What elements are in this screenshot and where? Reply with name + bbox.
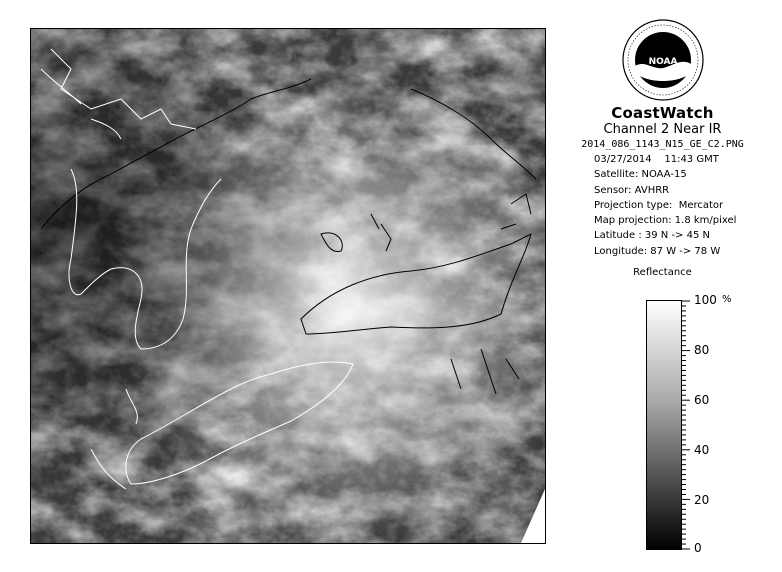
meta-satellite: Satellite: NOAA-15 <box>594 169 687 181</box>
tick-label-40: 40 <box>694 443 710 457</box>
noaa-logo <box>621 18 705 102</box>
meta-datetime: 03/27/2014 11:43 GMT <box>594 154 719 165</box>
tick-label-100: 100 <box>694 293 717 307</box>
satellite-image-svg <box>31 29 545 543</box>
tick-label-20: 20 <box>694 493 710 507</box>
dark-region <box>31 29 545 543</box>
channel-subtitle: Channel 2 Near IR <box>603 122 722 137</box>
image-metadata <box>594 152 765 259</box>
legend-unit: % <box>722 294 732 305</box>
noaa-logo-text: NOAA <box>648 57 677 67</box>
tick-label-0: 0 <box>694 541 702 555</box>
meta-sensor: Sensor: AVHRR <box>594 184 670 196</box>
product-title: CoastWatch <box>611 104 714 122</box>
meta-longitude: Longitude: 87 W -> 78 W <box>594 245 721 257</box>
meta-projection-type: Projection type: Mercator <box>594 199 724 211</box>
satellite-image <box>30 28 546 544</box>
legend-title: Reflectance <box>633 267 692 279</box>
info-panel <box>560 18 765 278</box>
image-filename: 2014_086_1143_N15_GE_C2.PNG <box>581 139 744 150</box>
tick-label-80: 80 <box>694 343 710 357</box>
color-bar-ticks <box>681 300 691 550</box>
tick-label-60: 60 <box>694 393 710 407</box>
reflectance-color-bar <box>646 300 682 550</box>
meta-map-projection: Map projection: 1.8 km/pixel <box>594 215 737 227</box>
meta-latitude: Latitude : 39 N -> 45 N <box>594 230 710 242</box>
